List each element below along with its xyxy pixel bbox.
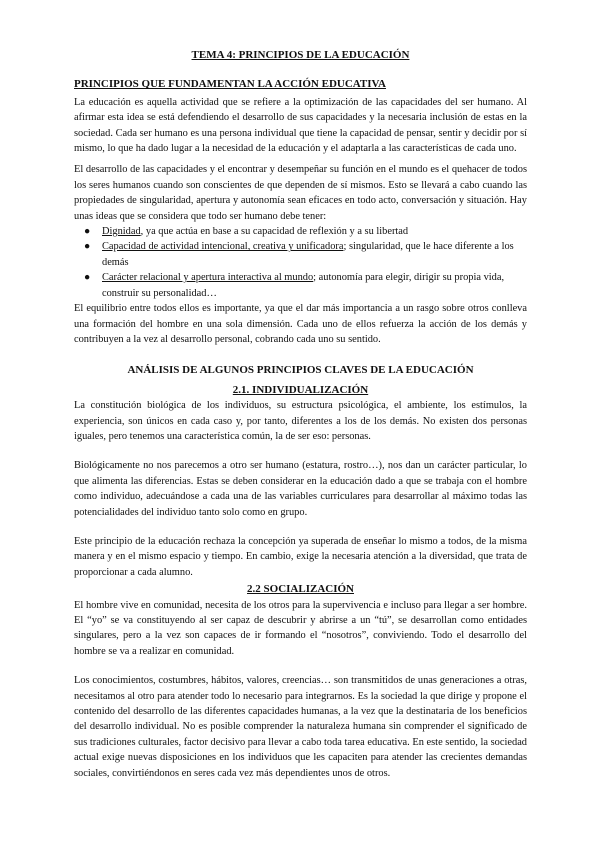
paragraph: Biológicamente no nos parecemos a otro ser humano (estatura, rostro…), nos dan un carácter particular, lo que alimenta las diferencias. Estas se deben considerar en la educación dado a que se trabaja con el hombre como individuo, adecuándose a cada una de las variables curriculares para desarrollar al máximo todas las potencialidades del individuo tanto solo como en grupo.: [74, 460, 527, 518]
list-item-term: Dignidad: [102, 226, 141, 238]
list-item-text: ; autonomía para elegir, dirigir su propia vida, construir su personalidad…: [102, 272, 505, 299]
bullet-icon: ●: [84, 226, 91, 238]
list-item: [84, 270, 527, 301]
bullet-list: [74, 224, 527, 301]
list-item-text: ; singularidad, que le hace diferente a los demás: [102, 241, 514, 268]
document-page: [74, 48, 527, 781]
paragraph: El hombre vive en comunidad, necesita de los otros para la supervivencia e incluso para llegar a ser hombre. El “yo” se va constituyendo al ser capaz de descubrir y abrirse a un “tú”, se desarrollan como entidades singulares, pero a la vez son capaces de ir formando el “nosotros”, conviviendo. Todo el desarrollo del hombre se va a realizar en comunidad.: [74, 599, 527, 657]
paragraph: La educación es aquella actividad que se refiere a la optimización de las capacidades del ser humano. Al afirmar esta idea se está defendiendo el desarrollo de sus capacidades y la necesaria inclusión de estas en la sociedad. Cada ser humano es una persona individual que tiene la capacidad de pensar, sentir y decidir por sí mismo, lo que ha dado lugar a la necesidad de la educación y el adaptarla a las características de cada uno.: [74, 96, 527, 155]
paragraph: El desarrollo de las capacidades y el encontrar y desempeñar su función en el mundo es el quehacer de todos los seres humanos cuando son conscientes de que dependen de sí mismos. Esto se llevará a cabo cuando las propiedades de singularidad, apertura y autonomía sean eficaces en todo acto, conversación y situación. Hay unas ideas que se considera que todo ser humano debe tener:: [74, 164, 527, 222]
subsection-heading-individualizacion: 2.1. INDIVIDUALIZACIÓN: [232, 383, 369, 396]
list-item-term: Capacidad de actividad intencional, creativa y unificadora: [102, 241, 344, 253]
paragraph: Los conocimientos, costumbres, hábitos, valores, creencias… son transmitidos de unas generaciones a otras, necesitamos al otro para atender todo lo necesario para integrarnos. Es la sociedad la que dirige y propone el contenido del desarrollo de las diferentes capacidades humanas, a la vez que la destinataria de los beneficios del desarrollo individual. No es posible comprender la naturaleza humana sin comprender el significado de sus tradiciones culturales, factor decisivo para llevar a cabo toda tarea educativa. En este sentido, la sociedad actual exige nuevas disposiciones en los individuos que les capaciten para atender las crecientes demandas sociales, convirtiéndonos en seres cada vez más dependientes unos de otros.: [74, 675, 527, 779]
paragraph: La constitución biológica de los individuos, su estructura psicológica, el ambiente, los estímulos, la experiencia, son únicos en cada caso y, por tanto, diferentes a los de los demás. No existen dos personas iguales, pero tenemos una característica común, la de ser eso: personas.: [74, 400, 527, 442]
subsection-heading-socializacion: 2.2 SOCIALIZACIÓN: [247, 583, 354, 596]
list-item: [84, 239, 527, 270]
paragraph: El equilibrio entre todos ellos es importante, ya que el dar más importancia a un rasgo sobre otros conlleva una formación del hombre en una sola dimensión. Cada uno de ellos refuerza la acción de los demás y contribuyen a la vez al desarrollo personal, cobrando cada uno su sentido.: [74, 303, 527, 345]
bullet-icon: ●: [84, 241, 91, 253]
list-item: [84, 224, 527, 239]
section-heading-analisis: ANÁLISIS DE ALGUNOS PRINCIPIOS CLAVES DE LA EDUCACIÓN: [127, 364, 474, 377]
paragraph: Este principio de la educación rechaza la concepción ya superada de enseñar lo mismo a todos, de la misma manera y en el mismo espacio y tiempo. En cambio, exige la necesaria atención a la diversidad, que trata de proporcionar a cada alumno.: [74, 535, 527, 578]
section-heading-principios: PRINCIPIOS QUE FUNDAMENTAN LA ACCIÓN EDUCATIVA: [74, 78, 387, 91]
list-item-text: , ya que actúa en base a su capacidad de reflexión y a su libertad: [140, 226, 409, 238]
bullet-icon: ●: [84, 272, 91, 284]
document-title: TEMA 4: PRINCIPIOS DE LA EDUCACIÓN: [191, 49, 410, 61]
list-item-term: Carácter relacional y apertura interactiva al mundo: [102, 272, 314, 284]
